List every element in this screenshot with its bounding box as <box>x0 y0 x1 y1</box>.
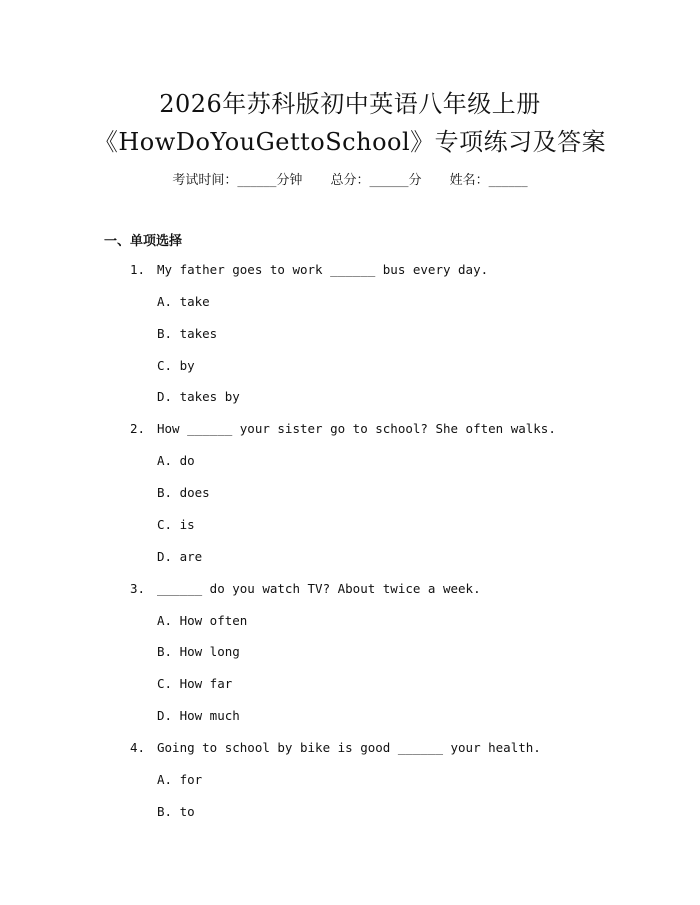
page-title-line-2: 《HowDoYouGettoSchool》专项练习及答案 <box>93 128 607 156</box>
exam-info <box>0 169 700 188</box>
question-4 <box>130 740 541 755</box>
option-3b: B. How long <box>157 644 240 659</box>
option-1b: B. takes <box>157 326 218 341</box>
question-text: ______ do you watch TV? About twice a week. <box>157 581 481 596</box>
option-4a: A. for <box>157 772 203 787</box>
question-3 <box>130 581 481 596</box>
option-1c: C. by <box>157 358 195 373</box>
student-name: 姓名：______ <box>449 173 528 188</box>
question-text: How ______ your sister go to school? She often walks. <box>157 421 556 436</box>
page-title-line-1: 2026年苏科版初中英语八年级上册 <box>159 90 541 118</box>
question-number: 2. <box>130 421 146 436</box>
option-3d: D. How much <box>157 708 240 723</box>
option-2d: D. are <box>157 549 203 564</box>
question-text: My father goes to work ______ bus every day. <box>157 262 489 277</box>
option-1d: D. takes by <box>157 389 240 404</box>
question-number: 3. <box>130 581 146 596</box>
option-1a: A. take <box>157 294 210 309</box>
question-number: 4. <box>130 740 146 755</box>
question-text: Going to school by bike is good ______ your health. <box>157 740 541 755</box>
option-2a: A. do <box>157 453 195 468</box>
question-1 <box>130 262 488 277</box>
total-score: 总分：______分 <box>330 173 422 188</box>
option-2c: C. is <box>157 517 195 532</box>
question-2 <box>130 421 556 436</box>
question-number: 1. <box>130 262 146 277</box>
option-3a: A. How often <box>157 613 248 628</box>
option-4b: B. to <box>157 804 195 819</box>
option-3c: C. How far <box>157 676 233 691</box>
section-heading: 一、单项选择 <box>104 234 183 249</box>
option-2b: B. does <box>157 485 210 500</box>
exam-time: 考试时间：______分钟 <box>172 173 303 188</box>
